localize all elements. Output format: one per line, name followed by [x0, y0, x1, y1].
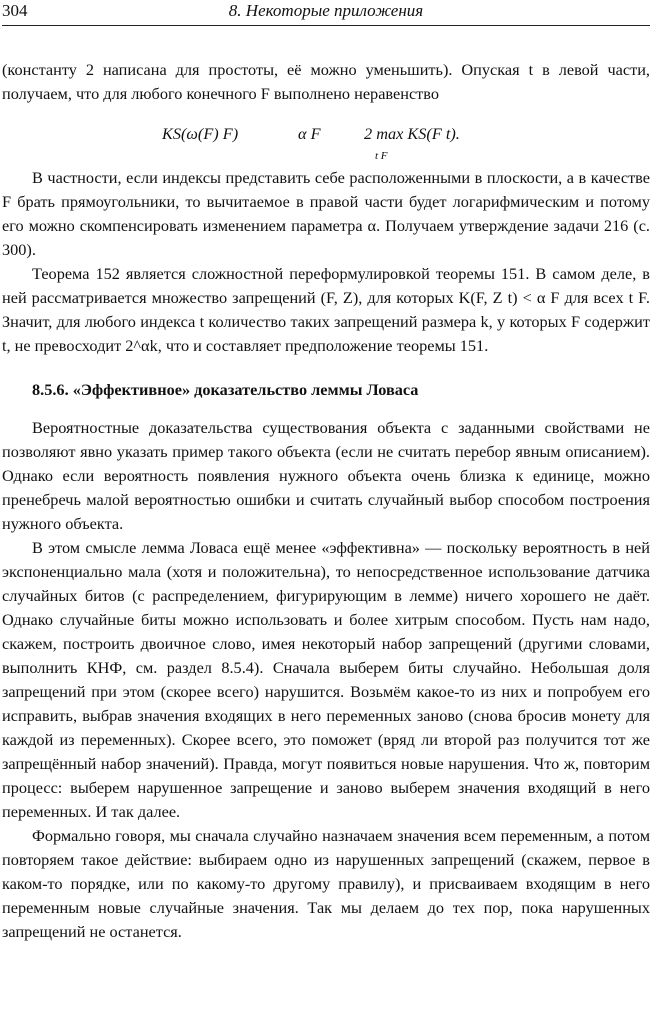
paragraph: Вероятностные доказательства существования объекта с заданными свойствами не позволяют явно указать пример такого объекта (если не считать перебор явным описанием). Однако если вероятность появления нужного объекта очень близка к единице, можно пренебречь малой вероятностью ошибки и считать случайный выбор способом построения нужного объекта.	[2, 418, 650, 533]
paragraph: В этом смысле лемма Ловаса ещё менее «эффективна» — поскольку вероятность в ней экспоненциально мала (хотя и положительна), то непосредственное использование датчика случайных битов (с распределением, фигурирующим в лемме) ничего хорошего не даёт. Однако случайные биты можно использовать и более хитрым способом. Пусть нам надо, скажем, построить двоичное слово, имея некоторый набор запрещений (другими словами, выполнить КНФ, см. раздел 8.5.4). Сначала выберем биты случайно. Небольшая доля запрещений при этом (скорее всего) нарушится. Возьмём какое-то из них и попробуем его исправить, выбрав значения входящих в него переменных заново (снова бросив монету для каждой из переменных). Скорее всего, это поможет (вряд ли второй раз получится тот же запрещённый набор значений). Правда, могут появиться новые нарушения. Что ж, повторим процесс: выберем нарушенное запрещение и заново выберем значения входящий в него переменных. И так далее.	[2, 538, 650, 821]
section-heading	[32, 378, 650, 402]
formula-rhs: 2 max KS(F t).	[364, 124, 460, 143]
display-formula	[2, 114, 650, 160]
formula-subscript: t F	[375, 150, 388, 162]
formula-middle: α F	[298, 124, 321, 143]
chapter-title: 8. Некоторые приложения	[228, 1, 424, 20]
section-number: 8.5.6.	[32, 380, 69, 399]
paragraph: Теорема 152 является сложностной переформулировкой теоремы 151. В самом деле, в ней рассматривается множество запрещений (F, Z), для которых K(F, Z t) < α F для всех t F. Значит, для любого индекса t количество таких запрещений размера k, у которых F содержит t, не превосходит 2^αk, что и составляет предположение теоремы 151.	[2, 264, 650, 355]
header-rule	[2, 25, 650, 26]
paragraph: В частности, если индексы представить себе расположенными в плоскости, а в качестве F брать прямоугольники, то вычитаемое в правой части будет логарифмическим и потому его можно скомпенсировать изменением параметра α. Получаем утверждение задачи 216 (с. 300).	[2, 168, 650, 259]
formula-lhs: KS(ω(F) F)	[162, 124, 239, 143]
paragraph: (константу 2 написана для простоты, её можно уменьшить). Опуская t в левой части, получаем, что для любого конечного F выполнено неравенство	[2, 60, 650, 103]
paragraph: Формально говоря, мы сначала случайно назначаем значения всем переменным, а потом повторяем такое действие: выбираем одно из нарушенных запрещений (скажем, первое в каком-то порядке, или по какому-то другому правилу), и присваиваем входящим в него переменным новые случайные значения. Так мы делаем до тех пор, пока нарушенных запрещений не останется.	[2, 826, 650, 941]
page-body	[2, 58, 650, 944]
section-title: «Эффективное» доказательство леммы Ловаса	[72, 380, 419, 399]
running-head	[2, 0, 650, 22]
page-number: 304	[2, 1, 28, 20]
